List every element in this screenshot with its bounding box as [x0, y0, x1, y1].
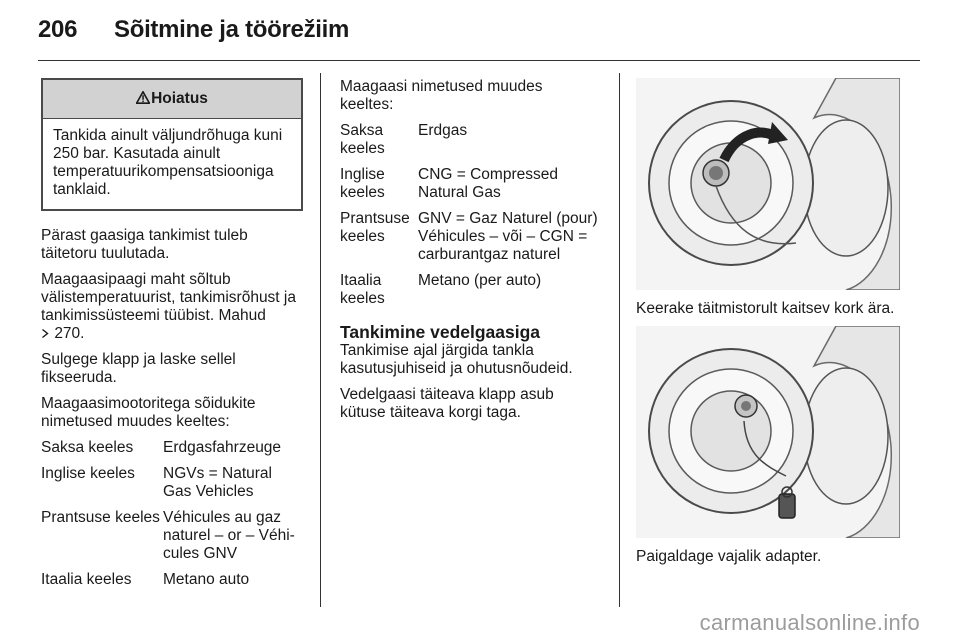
- paragraph: Tankimise ajal järgida tankla kasutusjuhiseid ja ohutusnõudeid.: [340, 342, 573, 377]
- name-cell: Véhicules au gaz naturel – or – Véhi-cules GNV: [163, 509, 295, 562]
- language-cell: Inglise keeles: [340, 166, 385, 201]
- name-cell: Erdgas: [418, 122, 468, 139]
- language-cell: Saksa keeles: [340, 122, 385, 157]
- name-cell: GNV = Gaz Naturel (pour) Véhicules – või – CGN = carburantgaz naturel: [418, 210, 598, 263]
- column-1: [41, 78, 303, 597]
- page-number: 206: [38, 16, 78, 43]
- language-cell: Inglise keeles: [41, 465, 135, 482]
- column-2: [340, 78, 598, 430]
- paragraph: Pärast gaasiga tankimist tuleb täitetoru tuulutada.: [41, 227, 248, 262]
- language-cell: Saksa keeles: [41, 439, 134, 456]
- watermark: carmanualsonline.info: [699, 610, 920, 635]
- warning-box: [41, 78, 303, 211]
- name-cell: Metano auto: [163, 571, 250, 588]
- warning-text: Tankida ainult väljundrõhuga kuni 250 bar. Kasutada ainult temperatuurikompensatsiooniga tanklaid.: [53, 127, 283, 198]
- adapter-installation-illustration: [636, 326, 900, 538]
- name-cell: CNG = Compressed Natural Gas: [418, 166, 558, 201]
- paragraph: Sulgege klapp ja laske sellel fikseeruda.: [41, 351, 236, 386]
- column-divider: [619, 73, 620, 607]
- paragraph-text: Maagaasipaagi maht sõltub välistemperatuurist, tankimisrõhust ja tankimissüsteemi tüübist. Mahud: [41, 271, 296, 324]
- language-cell: Itaalia keeles: [340, 272, 385, 307]
- header-rule: [38, 60, 920, 61]
- table-row: [41, 439, 303, 457]
- paragraph: [41, 271, 303, 343]
- name-cell: NGVs = Natural Gas Vehicles: [163, 465, 272, 500]
- name-cell: Erdgasfahrzeuge: [163, 439, 282, 456]
- table-row: [41, 509, 303, 563]
- paragraph: Maagaasi nimetused muudes keeltes:: [340, 78, 543, 113]
- column-divider: [320, 73, 321, 607]
- warning-title: Hoiatus: [151, 90, 208, 107]
- chapter-title: Sõitmine ja töörežiim: [114, 16, 350, 43]
- figure-caption: Keerake täitmistorult kaitsev kork ära.: [636, 300, 895, 317]
- warning-triangle-icon: [136, 90, 150, 108]
- name-cell: Metano (per auto): [418, 272, 542, 289]
- paragraph: Maagaasimootoritega sõidukite nimetused muudes keeltes:: [41, 395, 256, 430]
- page-header: [38, 16, 349, 44]
- table-row: [41, 571, 303, 589]
- language-cell: Prantsuse keeles: [41, 509, 160, 526]
- column-3: [636, 78, 904, 574]
- table-row: [340, 272, 598, 308]
- table-row: [340, 166, 598, 202]
- page-reference: 270.: [54, 325, 85, 342]
- language-cell: Prantsuse keeles: [340, 210, 410, 245]
- section-heading: Tankimine vedelgaasiga: [340, 322, 541, 342]
- fuel-filler-cap-removal-illustration: [636, 78, 900, 290]
- page-reference-icon: [41, 325, 54, 342]
- figure-caption: Paigaldage vajalik adapter.: [636, 548, 822, 565]
- table-row: [340, 210, 598, 264]
- table-row: [340, 122, 598, 158]
- vehicle-names-table: [41, 439, 303, 589]
- warning-header: [43, 80, 301, 119]
- gas-names-table: [340, 122, 598, 308]
- table-row: [41, 465, 303, 501]
- paragraph: Vedelgaasi täiteava klapp asub kütuse täiteava korgi taga.: [340, 386, 554, 421]
- language-cell: Itaalia keeles: [41, 571, 132, 588]
